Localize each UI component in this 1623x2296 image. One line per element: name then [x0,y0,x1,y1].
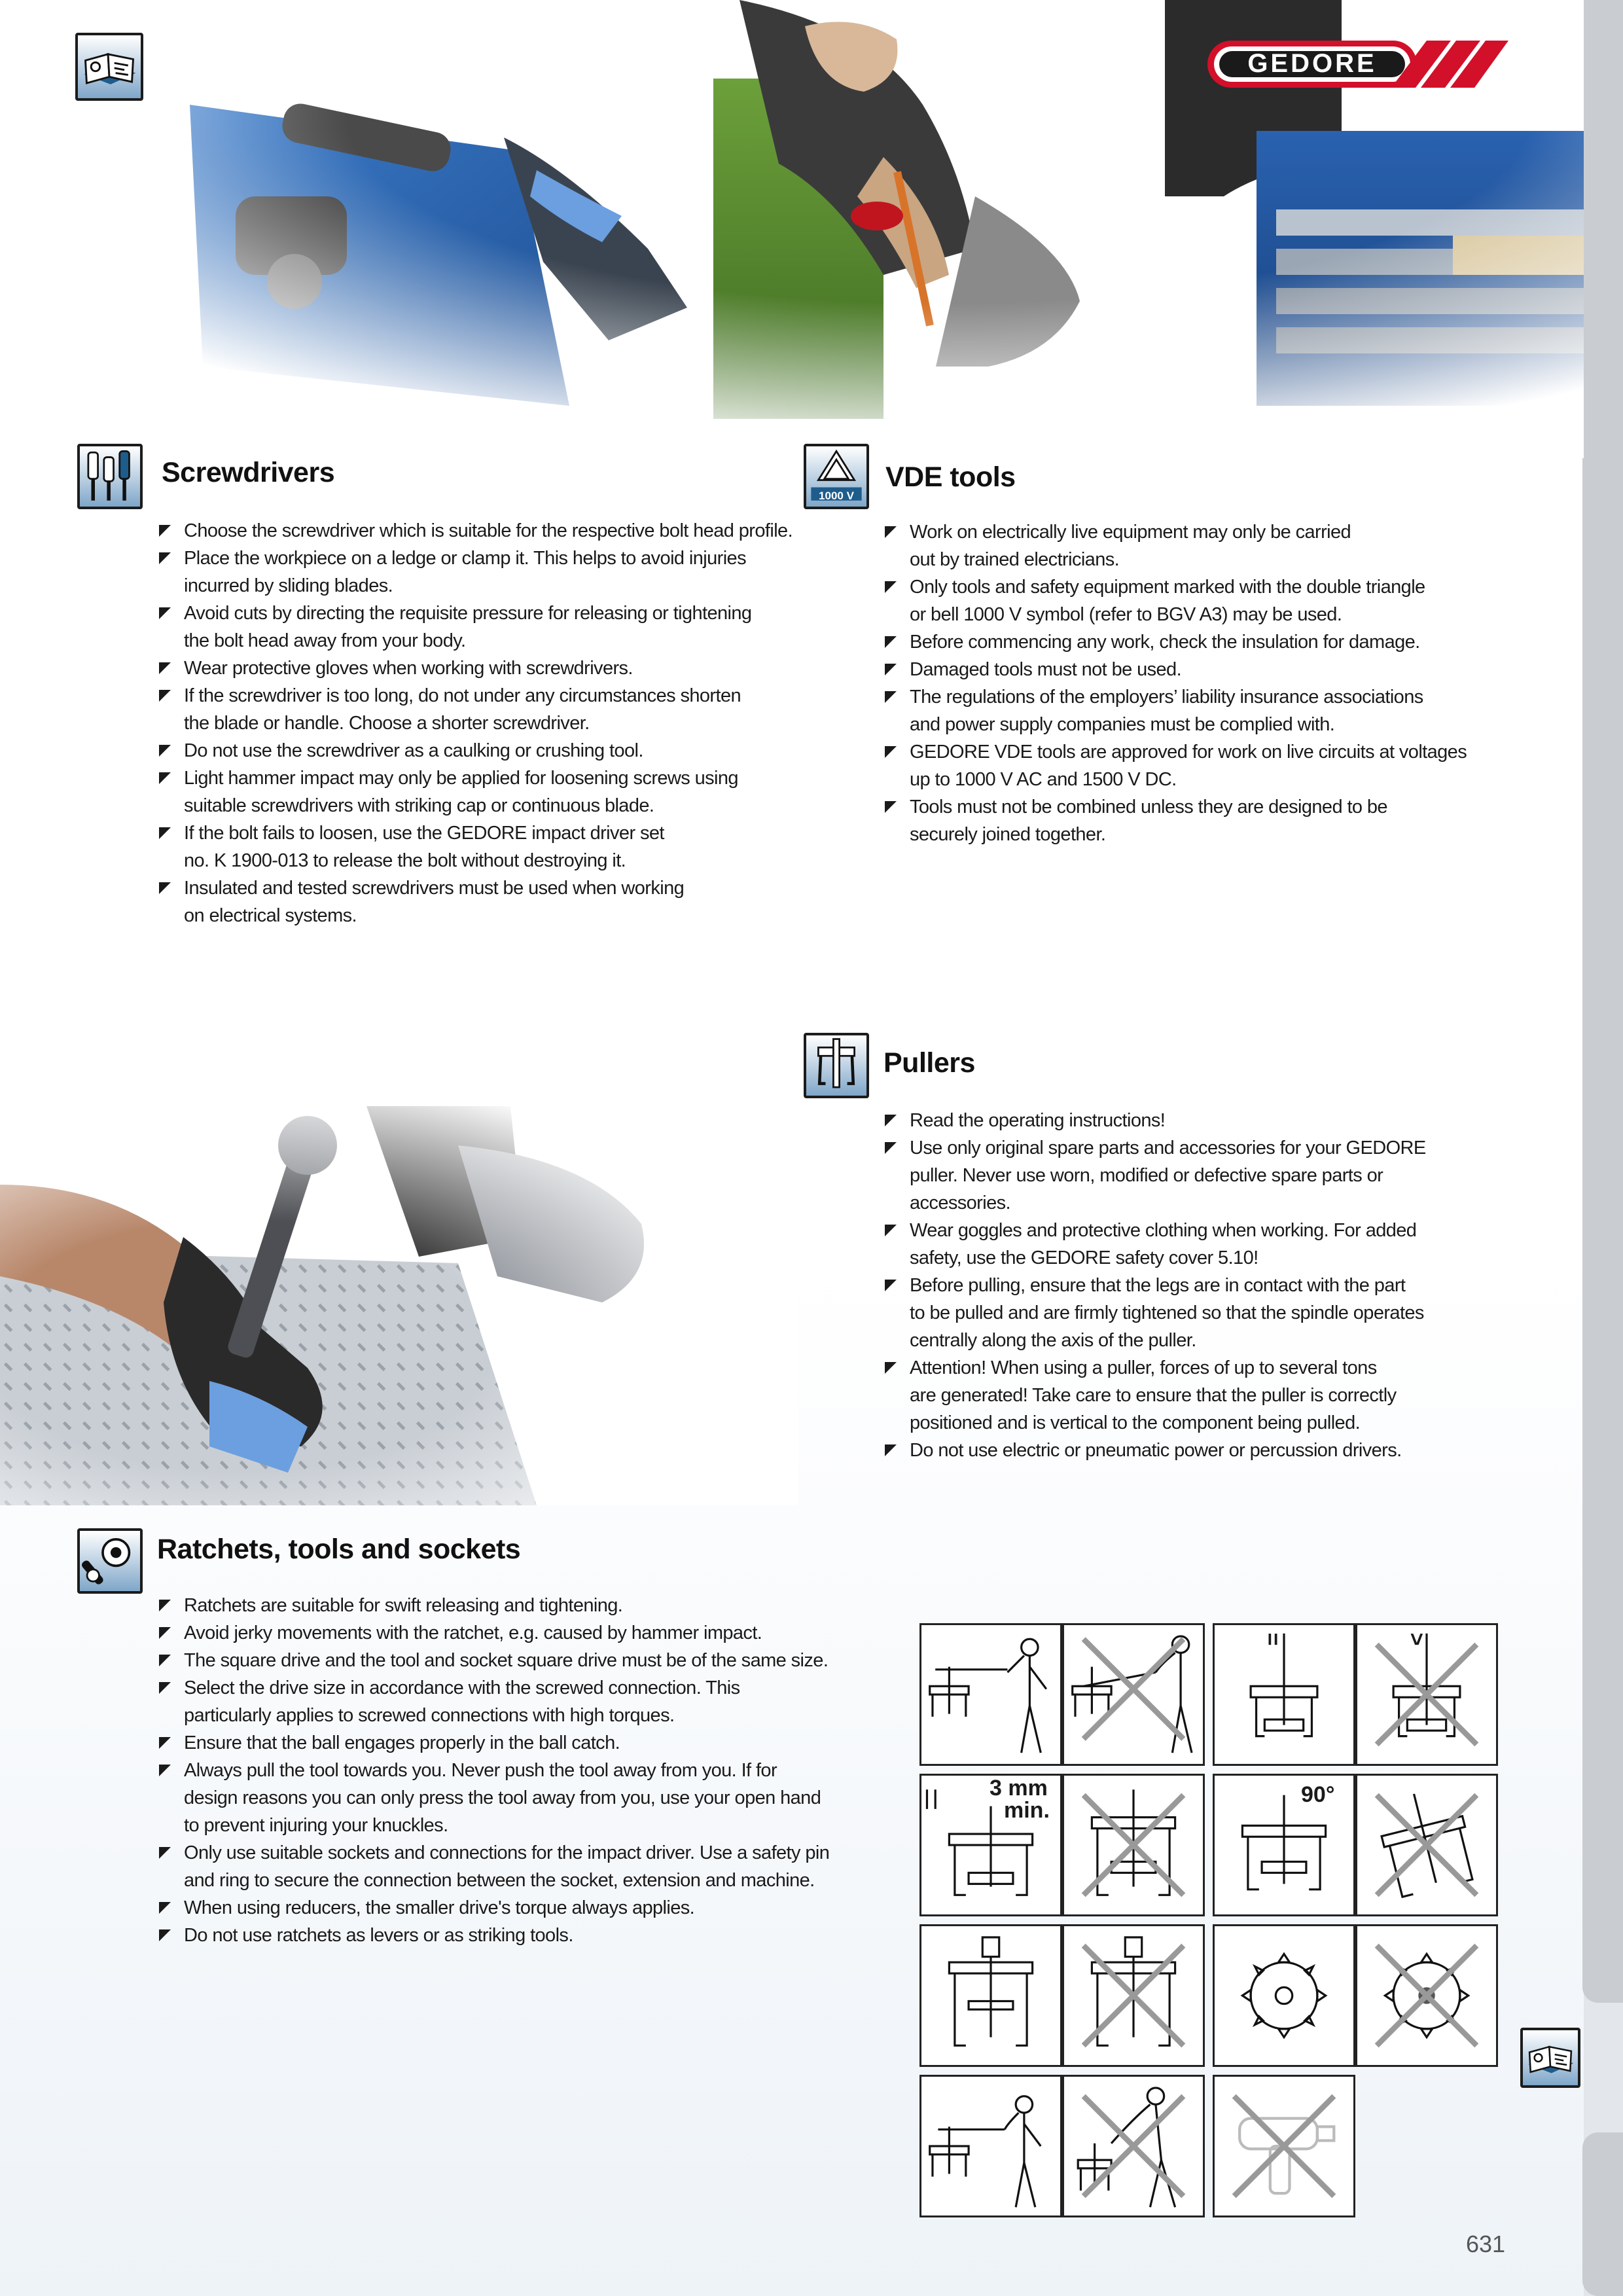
list-item: Ratchets are suitable for swift releasing and tightening. [159,1592,829,1619]
list-item: Read the operating instructions! [885,1107,1426,1134]
vde-tools-heading: VDE tools [885,461,1016,493]
pictogram-puller-angle-wrong [1355,1774,1498,1916]
list-item: Ensure that the ball engages properly in the ball catch. [159,1729,829,1757]
pictogram-puller-angle-correct [1213,1774,1355,1916]
list-item: Use only original spare parts and accessories for your GEDORE puller. Never use worn, modified or defective spare parts or accessories. [885,1134,1426,1217]
pullers-list [885,1107,1426,1464]
list-item: GEDORE VDE tools are approved for work on live circuits at voltages up to 1000 V AC and 1500 V DC. [885,738,1467,793]
gedore-logo [1207,38,1508,90]
screwdrivers-heading: Screwdrivers [162,457,335,488]
pictogram-puller-gap-wrong [1062,1774,1205,1916]
pictogram-person-hammering-wrong [1062,2075,1205,2217]
list-item: Attention! When using a puller, forces of up to several tons are generated! Take care to ensure that the puller is correctly positioned and is vertical to the component being pulled. [885,1354,1426,1437]
list-item: The square drive and the tool and socket square drive must be of the same size. [159,1647,829,1674]
list-item: Insulated and tested screwdrivers must be used when working on electrical systems. [159,874,793,929]
vde-voltage-badge: 1000 V [819,490,854,502]
list-item: Light hammer impact may only be applied for loosening screws using suitable screwdrivers with striking cap or continuous blade. [159,764,793,819]
list-item: Wear goggles and protective clothing when working. For added safety, use the GEDORE safety cover 5.10! [885,1217,1426,1272]
pictogram-puller-gap-correct [919,1774,1062,1916]
manual-book-icon [75,33,143,101]
greater-sign-label: > [1404,1632,1429,1646]
list-item: Tools must not be combined unless they are designed to be securely joined together. [885,793,1467,848]
pictogram-gear-wrong [1355,1924,1498,2067]
manual-book-icon-bottom [1520,2028,1580,2088]
pictogram-impact-wrench-wrong [1213,2075,1355,2217]
list-item: Always pull the tool towards you. Never push the tool away from you. If for design reasons you can only press the tool away from you, use your open hand to prevent injuring your knuckles. [159,1757,829,1839]
puller-icon [804,1033,869,1098]
margin-tab-bottom [1582,2132,1623,2296]
list-item: When using reducers, the smaller drive's torque always applies. [159,1894,829,1922]
gedore-logo-text: GEDORE [1247,49,1377,78]
vde-tools-list [885,518,1467,848]
list-item: Do not use electric or pneumatic power or percussion drivers. [885,1437,1426,1464]
list-item: Damaged tools must not be used. [885,656,1467,683]
ratchets-heading: Ratchets, tools and sockets [157,1534,521,1565]
list-item: Only use suitable sockets and connections for the impact driver. Use a safety pin and ring to secure the connection between the socket, extension and machine. [159,1839,829,1894]
pictogram-puller-equal-correct [1213,1623,1355,1766]
list-item: If the screwdriver is too long, do not under any circumstances shorten the blade or handle. Choose a shorter screwdriver. [159,682,793,737]
list-item: Choose the screwdriver which is suitable for the respective bolt head profile. [159,517,793,545]
ratchet-socket-icon [77,1528,143,1594]
pictogram-puller-legs-correct [919,1924,1062,2067]
pictogram-puller-unequal-wrong [1355,1623,1498,1766]
pullers-heading: Pullers [883,1047,975,1079]
pictogram-person-pulling-correct [919,2075,1062,2217]
list-item: Before commencing any work, check the insulation for damage. [885,628,1467,656]
list-item: Only tools and safety equipment marked with the double triangle or bell 1000 V symbol (refer to BGV A3) may be used. [885,573,1467,628]
list-item: The regulations of the employers’ liability insurance associations and power supply companies must be complied with. [885,683,1467,738]
list-item: Avoid jerky movements with the ratchet, e.g. caused by hammer impact. [159,1619,829,1647]
ratchets-list [159,1592,829,1949]
list-item: Work on electrically live equipment may only be carried out by trained electricians. [885,518,1467,573]
list-item: Do not use ratchets as levers or as striking tools. [159,1922,829,1949]
pictogram-puller-person-correct [919,1623,1062,1766]
list-item: Place the workpiece on a ledge or clamp it. This helps to avoid injuries incurred by sliding blades. [159,545,793,600]
list-item: Avoid cuts by directing the requisite pressure for releasing or tightening the bolt head away from your body. [159,600,793,655]
angle-label: 90° [1301,1782,1335,1807]
vde-double-triangle-icon [804,444,869,509]
list-item: Before pulling, ensure that the legs are in contact with the part to be pulled and are firmly tightened so that the spindle operates centrally along the axis of the puller. [885,1272,1426,1354]
gap-label-bottom: min. [1004,1798,1050,1823]
ratchet-photo [0,1106,798,1505]
pictogram-puller-legs-wrong [1062,1924,1205,2067]
pictogram-gear-correct [1213,1924,1355,2067]
list-item: If the bolt fails to loosen, use the GEDORE impact driver set no. K 1900-013 to release the bolt without destroying it. [159,819,793,874]
gap-label-top: 3 mm [990,1776,1048,1801]
list-item: Select the drive size in accordance with the screwed connection. This particularly applies to screwed connections with high torques. [159,1674,829,1729]
equal-sign-label: = [1260,1632,1285,1646]
list-item: Do not use the screwdriver as a caulking or crushing tool. [159,737,793,764]
page-number: 631 [1466,2231,1506,2257]
margin-tab-top [1582,0,1623,2003]
pictogram-puller-person-wrong [1062,1623,1205,1766]
screwdrivers-list [159,517,793,929]
list-item: Wear protective gloves when working with screwdrivers. [159,655,793,682]
screwdriver-icon [77,444,143,509]
